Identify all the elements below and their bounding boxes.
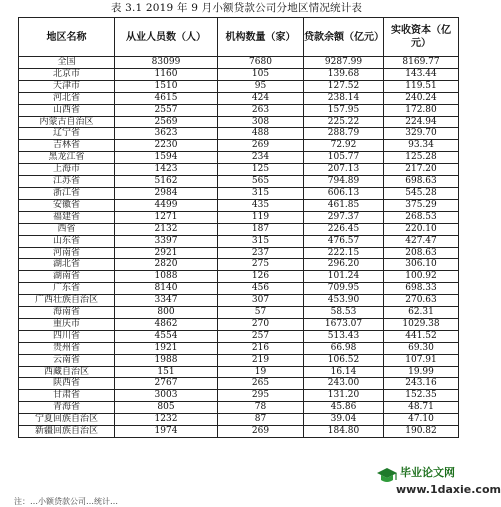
employees-cell: 5162: [115, 176, 218, 188]
loan-balance-cell: 243.00: [304, 378, 384, 390]
table-row: [19, 152, 459, 164]
loan-balance-cell: 794.89: [304, 176, 384, 188]
table-body: [19, 57, 459, 438]
employees-cell: 1988: [115, 354, 218, 366]
region-cell: 福建省: [19, 211, 115, 223]
column-header-region: 地区名称: [19, 18, 115, 57]
loan-balance-cell: 39.04: [304, 414, 384, 426]
table-row: [19, 92, 459, 104]
institutions-cell: 435: [218, 199, 304, 211]
table-row: [19, 259, 459, 271]
paid-in-capital-cell: 545.28: [384, 187, 459, 199]
region-cell: 广东省: [19, 283, 115, 295]
column-header-employees: 从业人员数（人）: [115, 18, 218, 57]
region-cell: 湖北省: [19, 259, 115, 271]
watermark-url: www.1daxie.com: [396, 483, 501, 496]
region-cell: 新疆回族自治区: [19, 426, 115, 438]
institutions-cell: 265: [218, 378, 304, 390]
employees-cell: 1594: [115, 152, 218, 164]
paid-in-capital-cell: 427.47: [384, 235, 459, 247]
table-row: [19, 128, 459, 140]
paid-in-capital-cell: 240.24: [384, 92, 459, 104]
employees-cell: 4499: [115, 199, 218, 211]
statistics-table: [18, 17, 459, 438]
employees-cell: 2569: [115, 116, 218, 128]
region-cell: 全国: [19, 57, 115, 69]
employees-cell: 8140: [115, 283, 218, 295]
region-cell: 江苏省: [19, 176, 115, 188]
region-cell: 西藏自治区: [19, 366, 115, 378]
loan-balance-cell: 453.90: [304, 295, 384, 307]
employees-cell: 1423: [115, 164, 218, 176]
institutions-cell: 565: [218, 176, 304, 188]
table-row: [19, 223, 459, 235]
paid-in-capital-cell: 243.16: [384, 378, 459, 390]
region-cell: 湖南省: [19, 271, 115, 283]
loan-balance-cell: 127.52: [304, 80, 384, 92]
table-caption: 表 3.1 2019 年 9 月小额贷款公司分地区情况统计表: [110, 2, 363, 14]
loan-balance-cell: 476.57: [304, 235, 384, 247]
table-row: [19, 390, 459, 402]
employees-cell: 1232: [115, 414, 218, 426]
institutions-cell: 263: [218, 104, 304, 116]
paid-in-capital-cell: 268.53: [384, 211, 459, 223]
table-row: [19, 318, 459, 330]
employees-cell: 1088: [115, 271, 218, 283]
table-row: [19, 164, 459, 176]
institutions-cell: 219: [218, 354, 304, 366]
region-cell: 山西省: [19, 104, 115, 116]
employees-cell: 3003: [115, 390, 218, 402]
institutions-cell: 424: [218, 92, 304, 104]
employees-cell: 805: [115, 402, 218, 414]
paid-in-capital-cell: 224.94: [384, 116, 459, 128]
institutions-cell: 19: [218, 366, 304, 378]
employees-cell: 2230: [115, 140, 218, 152]
paid-in-capital-cell: 119.51: [384, 80, 459, 92]
institutions-cell: 315: [218, 235, 304, 247]
loan-balance-cell: 296.20: [304, 259, 384, 271]
paid-in-capital-cell: 125.28: [384, 152, 459, 164]
paid-in-capital-cell: 329.70: [384, 128, 459, 140]
institutions-cell: 269: [218, 140, 304, 152]
table-row: [19, 378, 459, 390]
table-row: [19, 354, 459, 366]
employees-cell: 3347: [115, 295, 218, 307]
loan-balance-cell: 606.13: [304, 187, 384, 199]
paid-in-capital-cell: 48.71: [384, 402, 459, 414]
employees-cell: 4615: [115, 92, 218, 104]
region-cell: 上海市: [19, 164, 115, 176]
loan-balance-cell: 461.85: [304, 199, 384, 211]
paid-in-capital-cell: 47.10: [384, 414, 459, 426]
institutions-cell: 105: [218, 68, 304, 80]
region-cell: 陕西省: [19, 378, 115, 390]
employees-cell: 83099: [115, 57, 218, 69]
graduation-cap-icon: [376, 465, 398, 487]
table-row: [19, 57, 459, 69]
institutions-cell: 216: [218, 342, 304, 354]
institutions-cell: 95: [218, 80, 304, 92]
institutions-cell: 7680: [218, 57, 304, 69]
table-row: [19, 247, 459, 259]
table-row: [19, 187, 459, 199]
institutions-cell: 488: [218, 128, 304, 140]
institutions-cell: 315: [218, 187, 304, 199]
institutions-cell: 295: [218, 390, 304, 402]
paid-in-capital-cell: 306.10: [384, 259, 459, 271]
region-cell: 黑龙江省: [19, 152, 115, 164]
loan-balance-cell: 225.22: [304, 116, 384, 128]
table-header-row: [19, 18, 459, 57]
table-row: [19, 330, 459, 342]
paid-in-capital-cell: 107.91: [384, 354, 459, 366]
table-row: [19, 366, 459, 378]
table-row: [19, 140, 459, 152]
employees-cell: 1510: [115, 80, 218, 92]
loan-balance-cell: 222.15: [304, 247, 384, 259]
paid-in-capital-cell: 100.92: [384, 271, 459, 283]
institutions-cell: 57: [218, 307, 304, 319]
paid-in-capital-cell: 220.10: [384, 223, 459, 235]
paid-in-capital-cell: 698.63: [384, 176, 459, 188]
employees-cell: 2984: [115, 187, 218, 199]
region-cell: 吉林省: [19, 140, 115, 152]
institutions-cell: 234: [218, 152, 304, 164]
employees-cell: 1974: [115, 426, 218, 438]
table-row: [19, 235, 459, 247]
region-cell: 广西壮族自治区: [19, 295, 115, 307]
loan-balance-cell: 184.80: [304, 426, 384, 438]
paid-in-capital-cell: 217.20: [384, 164, 459, 176]
column-header-loan-balance: 贷款余额（亿元）: [304, 18, 384, 57]
institutions-cell: 78: [218, 402, 304, 414]
region-cell: 河南省: [19, 247, 115, 259]
region-cell: 云南省: [19, 354, 115, 366]
table-row: [19, 271, 459, 283]
region-cell: 河北省: [19, 92, 115, 104]
loan-balance-cell: 513.43: [304, 330, 384, 342]
employees-cell: 1160: [115, 68, 218, 80]
table-row: [19, 342, 459, 354]
region-cell: 山东省: [19, 235, 115, 247]
institutions-cell: 119: [218, 211, 304, 223]
site-watermark: [374, 461, 501, 501]
loan-balance-cell: 16.14: [304, 366, 384, 378]
loan-balance-cell: 709.95: [304, 283, 384, 295]
employees-cell: 3623: [115, 128, 218, 140]
employees-cell: 1271: [115, 211, 218, 223]
loan-balance-cell: 288.79: [304, 128, 384, 140]
paid-in-capital-cell: 698.33: [384, 283, 459, 295]
paid-in-capital-cell: 172.80: [384, 104, 459, 116]
watermark-site-name: 毕业论文网: [400, 466, 455, 479]
institutions-cell: 126: [218, 271, 304, 283]
paid-in-capital-cell: 69.30: [384, 342, 459, 354]
loan-balance-cell: 9287.99: [304, 57, 384, 69]
region-cell: 内蒙古自治区: [19, 116, 115, 128]
institutions-cell: 269: [218, 426, 304, 438]
paid-in-capital-cell: 19.99: [384, 366, 459, 378]
table-row: [19, 80, 459, 92]
paid-in-capital-cell: 190.82: [384, 426, 459, 438]
region-cell: 贵州省: [19, 342, 115, 354]
loan-balance-cell: 66.98: [304, 342, 384, 354]
loan-balance-cell: 105.77: [304, 152, 384, 164]
employees-cell: 4862: [115, 318, 218, 330]
table-row: [19, 283, 459, 295]
loan-balance-cell: 106.52: [304, 354, 384, 366]
loan-balance-cell: 226.45: [304, 223, 384, 235]
loan-balance-cell: 207.13: [304, 164, 384, 176]
paid-in-capital-cell: 152.35: [384, 390, 459, 402]
paid-in-capital-cell: 441.52: [384, 330, 459, 342]
loan-balance-cell: 45.86: [304, 402, 384, 414]
table-row: [19, 211, 459, 223]
column-header-paid-in-capital: 实收资本（亿元）: [384, 18, 459, 57]
paid-in-capital-cell: 208.63: [384, 247, 459, 259]
region-cell: 北京市: [19, 68, 115, 80]
table-row: [19, 402, 459, 414]
table-row: [19, 295, 459, 307]
region-cell: 西省: [19, 223, 115, 235]
region-cell: 四川省: [19, 330, 115, 342]
institutions-cell: 456: [218, 283, 304, 295]
employees-cell: 3397: [115, 235, 218, 247]
loan-balance-cell: 131.20: [304, 390, 384, 402]
institutions-cell: 270: [218, 318, 304, 330]
region-cell: 海南省: [19, 307, 115, 319]
institutions-cell: 257: [218, 330, 304, 342]
region-cell: 天津市: [19, 80, 115, 92]
footnote: 注：…小额贷款公司…统计…: [14, 497, 118, 506]
employees-cell: 151: [115, 366, 218, 378]
region-cell: 宁夏回族自治区: [19, 414, 115, 426]
loan-balance-cell: 1673.07: [304, 318, 384, 330]
loan-balance-cell: 139.68: [304, 68, 384, 80]
employees-cell: 800: [115, 307, 218, 319]
loan-balance-cell: 297.37: [304, 211, 384, 223]
employees-cell: 2132: [115, 223, 218, 235]
employees-cell: 1921: [115, 342, 218, 354]
region-cell: 辽宁省: [19, 128, 115, 140]
institutions-cell: 237: [218, 247, 304, 259]
table-row: [19, 307, 459, 319]
employees-cell: 2820: [115, 259, 218, 271]
region-cell: 浙江省: [19, 187, 115, 199]
institutions-cell: 125: [218, 164, 304, 176]
paid-in-capital-cell: 62.31: [384, 307, 459, 319]
paid-in-capital-cell: 1029.38: [384, 318, 459, 330]
loan-balance-cell: 101.24: [304, 271, 384, 283]
employees-cell: 4554: [115, 330, 218, 342]
paid-in-capital-cell: 375.29: [384, 199, 459, 211]
paid-in-capital-cell: 143.44: [384, 68, 459, 80]
table-row: [19, 176, 459, 188]
loan-balance-cell: 238.14: [304, 92, 384, 104]
table-row: [19, 414, 459, 426]
table-row: [19, 199, 459, 211]
employees-cell: 2921: [115, 247, 218, 259]
loan-balance-cell: 72.92: [304, 140, 384, 152]
loan-balance-cell: 157.95: [304, 104, 384, 116]
paid-in-capital-cell: 270.63: [384, 295, 459, 307]
table-row: [19, 426, 459, 438]
institutions-cell: 87: [218, 414, 304, 426]
table-row: [19, 104, 459, 116]
region-cell: 安徽省: [19, 199, 115, 211]
institutions-cell: 187: [218, 223, 304, 235]
loan-balance-cell: 58.53: [304, 307, 384, 319]
column-header-institutions: 机构数量（家）: [218, 18, 304, 57]
paid-in-capital-cell: 93.34: [384, 140, 459, 152]
employees-cell: 2767: [115, 378, 218, 390]
paid-in-capital-cell: 8169.77: [384, 57, 459, 69]
institutions-cell: 275: [218, 259, 304, 271]
region-cell: 青海省: [19, 402, 115, 414]
region-cell: 甘肃省: [19, 390, 115, 402]
table-row: [19, 68, 459, 80]
institutions-cell: 308: [218, 116, 304, 128]
employees-cell: 2557: [115, 104, 218, 116]
table-row: [19, 116, 459, 128]
region-cell: 重庆市: [19, 318, 115, 330]
institutions-cell: 307: [218, 295, 304, 307]
